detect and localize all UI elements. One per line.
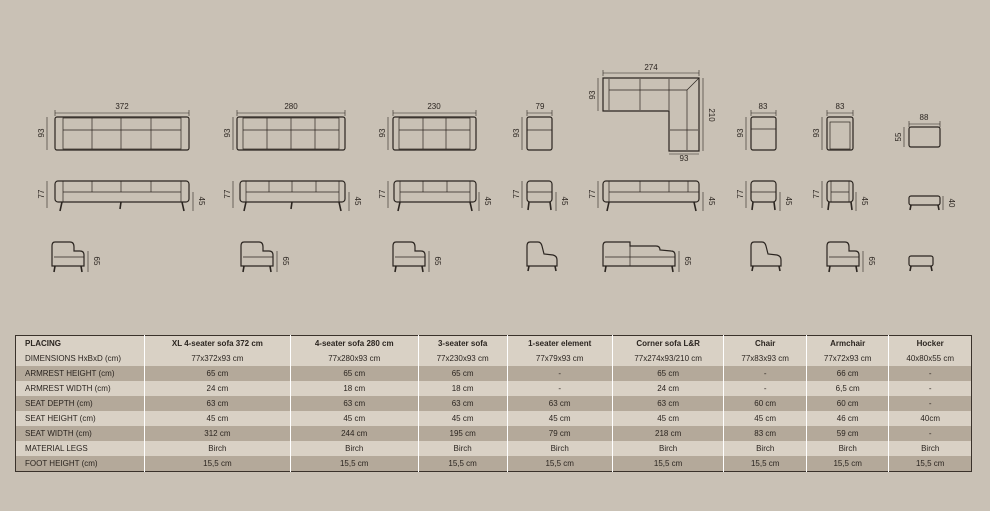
table-cell: 45 cm	[507, 411, 612, 426]
table-cell: 60 cm	[806, 396, 888, 411]
row-label: SEAT DEPTH (cm)	[25, 399, 93, 408]
table-cell: 18 cm	[418, 381, 507, 396]
armchair-seat-label: 45	[860, 196, 869, 206]
table-cell: 65 cm	[612, 366, 724, 381]
xl-arm-label: 65	[92, 256, 101, 266]
table-cell: 24 cm	[612, 381, 724, 396]
table-cell: 79 cm	[507, 426, 612, 441]
column-header: Armchair	[806, 336, 888, 352]
table-row	[16, 456, 972, 472]
hocker-height-label: 40	[947, 198, 956, 208]
four-height-label: 77	[223, 189, 232, 199]
table-cell: 65 cm	[418, 366, 507, 381]
hocker-depth-label: 55	[894, 132, 903, 142]
xl-width-label: 372	[115, 102, 129, 111]
row-label: SEAT HEIGHT (cm)	[25, 414, 96, 423]
table-cell: 15,5 cm	[724, 456, 806, 472]
three-arm-label: 65	[433, 256, 442, 266]
column-header: 1-seater element	[507, 336, 612, 352]
one-seater-top-view	[512, 102, 552, 150]
row-label: ARMREST WIDTH (cm)	[25, 384, 111, 393]
corner-sofa-top-view	[588, 63, 716, 163]
corner-sofa-front-view	[588, 181, 716, 211]
one-height-label: 77	[512, 189, 521, 199]
four-width-label: 280	[284, 102, 298, 111]
hocker-width-label: 88	[919, 113, 929, 122]
table-row	[16, 411, 972, 426]
row-label: FOOT HEIGHT (cm)	[25, 459, 98, 468]
table-cell: 66 cm	[806, 366, 888, 381]
corner-height-label: 77	[588, 189, 597, 199]
table-cell: -	[507, 366, 612, 381]
three-depth-label: 93	[378, 128, 387, 138]
one-seater-front-view	[512, 181, 569, 211]
chair-depth-label: 93	[736, 128, 745, 138]
three-seater-top-view	[378, 102, 476, 150]
column-header: Corner sofa L&R	[612, 336, 724, 352]
table-cell: 45 cm	[290, 411, 418, 426]
xl-seat-label: 45	[197, 196, 206, 206]
table-cell: -	[724, 381, 806, 396]
table-cell: 63 cm	[145, 396, 291, 411]
table-cell: 15,5 cm	[418, 456, 507, 472]
three-width-label: 230	[427, 102, 441, 111]
hocker-front-view	[909, 196, 956, 210]
table-cell: 63 cm	[612, 396, 724, 411]
hocker-side-view	[909, 256, 933, 271]
table-cell: 218 cm	[612, 426, 724, 441]
three-seat-label: 45	[483, 196, 492, 206]
column-header: 3-seater sofa	[418, 336, 507, 352]
armchair-arm-label: 65	[867, 256, 876, 266]
one-depth-label: 93	[512, 128, 521, 138]
one-seater-side-view	[527, 242, 557, 271]
table-cell: 312 cm	[145, 426, 291, 441]
four-seater-front-view	[223, 181, 362, 211]
table-header-row	[16, 336, 972, 352]
table-cell: 45 cm	[612, 411, 724, 426]
column-header: 4-seater sofa 280 cm	[290, 336, 418, 352]
table-cell: 15,5 cm	[889, 456, 972, 472]
four-seater-side-view	[241, 242, 290, 272]
table-cell: 77x372x93 cm	[145, 351, 291, 366]
table-cell: -	[889, 396, 972, 411]
table-cell: 77x274x93/210 cm	[612, 351, 724, 366]
table-cell: Birch	[290, 441, 418, 456]
four-depth-label: 93	[223, 128, 232, 138]
table-cell: 77x83x93 cm	[724, 351, 806, 366]
column-header: Hocker	[889, 336, 972, 352]
xl-sofa-side-view	[52, 242, 101, 272]
armchair-width-label: 83	[835, 102, 845, 111]
table-cell: 15,5 cm	[145, 456, 291, 472]
corner-chaise-label: 93	[679, 154, 689, 163]
table-cell: 24 cm	[145, 381, 291, 396]
chair-height-label: 77	[736, 189, 745, 199]
xl-sofa-top-view	[37, 102, 189, 150]
table-cell: 63 cm	[290, 396, 418, 411]
table-cell: -	[889, 366, 972, 381]
chair-top-view	[736, 102, 776, 150]
armchair-depth-label: 93	[812, 128, 821, 138]
spec-table	[15, 335, 972, 472]
four-seat-label: 45	[353, 196, 362, 206]
table-cell: Birch	[806, 441, 888, 456]
table-cell: 15,5 cm	[612, 456, 724, 472]
xl-sofa-front-view	[37, 181, 206, 211]
table-cell: 15,5 cm	[507, 456, 612, 472]
one-seat-label: 45	[560, 196, 569, 206]
corner-seat-label: 45	[707, 196, 716, 206]
three-height-label: 77	[378, 189, 387, 199]
table-row	[16, 426, 972, 441]
table-cell: 45 cm	[145, 411, 291, 426]
row-label: ARMREST HEIGHT (cm)	[25, 369, 115, 378]
column-header: XL 4-seater sofa 372 cm	[145, 336, 291, 352]
row-label: MATERIAL LEGS	[25, 444, 88, 453]
table-row	[16, 366, 972, 381]
table-cell: Birch	[889, 441, 972, 456]
table-cell: 46 cm	[806, 411, 888, 426]
three-seater-front-view	[378, 181, 492, 211]
xl-height-label: 77	[37, 189, 46, 199]
table-cell: 40x80x55 cm	[889, 351, 972, 366]
table-row	[16, 351, 972, 366]
table-cell: 15,5 cm	[806, 456, 888, 472]
corner-depth-label: 93	[588, 90, 597, 100]
table-cell: 60 cm	[724, 396, 806, 411]
table-cell: Birch	[507, 441, 612, 456]
four-arm-label: 65	[281, 256, 290, 266]
corner-arm-label: 65	[683, 256, 692, 266]
table-row	[16, 396, 972, 411]
table-cell: 77x280x93 cm	[290, 351, 418, 366]
armchair-front-view	[812, 181, 869, 211]
table-cell: 63 cm	[507, 396, 612, 411]
corner-sofa-side-view	[603, 242, 692, 272]
table-cell: 77x230x93 cm	[418, 351, 507, 366]
armchair-side-view	[827, 242, 876, 272]
table-cell: 15,5 cm	[290, 456, 418, 472]
table-cell: 18 cm	[290, 381, 418, 396]
four-seater-top-view	[223, 102, 345, 150]
table-cell: 77x79x93 cm	[507, 351, 612, 366]
table-cell: 45 cm	[724, 411, 806, 426]
hocker-top-view	[894, 113, 940, 147]
row-label: DIMENSIONS HxBxD (cm)	[25, 354, 121, 363]
table-cell: Birch	[612, 441, 724, 456]
chair-front-view	[736, 181, 793, 211]
table-cell: -	[724, 366, 806, 381]
table-cell: 244 cm	[290, 426, 418, 441]
table-cell: 63 cm	[418, 396, 507, 411]
armchair-height-label: 77	[812, 189, 821, 199]
table-cell: 45 cm	[418, 411, 507, 426]
table-cell: 65 cm	[290, 366, 418, 381]
table-row	[16, 441, 972, 456]
table-cell: 65 cm	[145, 366, 291, 381]
table-cell: 6,5 cm	[806, 381, 888, 396]
table-cell: 59 cm	[806, 426, 888, 441]
column-header: Chair	[724, 336, 806, 352]
column-header: PLACING	[25, 339, 61, 348]
xl-depth-label: 93	[37, 128, 46, 138]
table-cell: -	[889, 381, 972, 396]
armchair-top-view	[812, 102, 853, 150]
chair-seat-label: 45	[784, 196, 793, 206]
table-cell: -	[889, 426, 972, 441]
table-cell: -	[507, 381, 612, 396]
corner-width-label: 274	[644, 63, 658, 72]
table-cell: 77x72x93 cm	[806, 351, 888, 366]
table-cell: 40cm	[889, 411, 972, 426]
corner-length-label: 210	[707, 108, 716, 122]
table-cell: Birch	[724, 441, 806, 456]
table-cell: Birch	[145, 441, 291, 456]
row-label: SEAT WIDTH (cm)	[25, 429, 92, 438]
table-cell: 195 cm	[418, 426, 507, 441]
chair-width-label: 83	[758, 102, 768, 111]
table-cell: Birch	[418, 441, 507, 456]
three-seater-side-view	[393, 242, 442, 272]
one-width-label: 79	[535, 102, 545, 111]
table-row	[16, 381, 972, 396]
chair-side-view	[751, 242, 781, 271]
table-cell: 83 cm	[724, 426, 806, 441]
